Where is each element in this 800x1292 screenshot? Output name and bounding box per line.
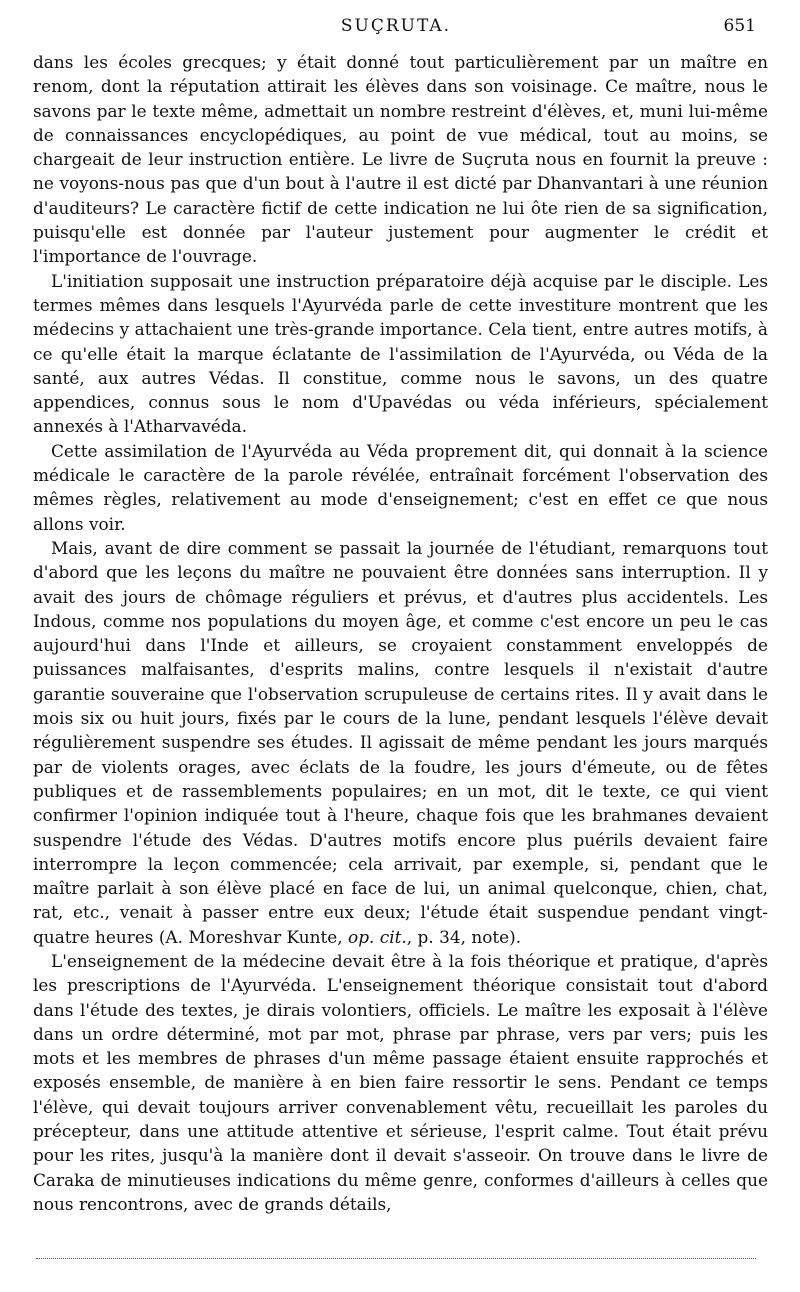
- paragraph-4-text: Mais, avant de dire comment se passait la journée de l'étudiant, remarquons tout d'abord que les leçons du maître ne pouvaient être données sans interruption. Il y avait des jours de chômage réguliers et prévus, et d'autres plus accidentels. Les Indous, comme nos populations du moyen âge, et comme c'est encore un peu le cas aujourd'hui dans l'Inde et ailleurs, se croyaient constamment enveloppés de puissances malfaisantes, d'esprits malins, contre lesquels il n'existait d'autre garantie souveraine que l'observation scrupuleuse de certains rites. Il y avait dans le mois six ou huit jours, fixés par le cours de la lune, pendant lesquels l'élève devait régulièrement suspendre ses études. Il agissait de même pendant les jours marqués par de violents orages, avec éclats de la foudre, les jours d'émeute, ou de fêtes publiques et de rassemblements populaires; en un mot, dit le texte, ce qui vient confirmer l'opinion indiquée tout à l'heure, chaque fois que les brahmanes devaient suspendre l'étude des Védas. D'autres motifs encore plus puérils devaient faire interrompre la leçon commencée; cela arrivait, par exemple, si, pendant que le maître parlait à son élève placé en face de lui, un animal quelconque, chien, chat, rat, etc., venait à passer entre eux deux; l'étude était suspendue pendant vingt-quatre heures (A. Moreshvar Kunte,: [33, 537, 768, 947]
- page-number: 651: [723, 16, 756, 36]
- citation-italic: op. cit.: [348, 926, 407, 947]
- paragraph-3: Cette assimilation de l'Ayurvéda au Véda proprement dit, qui donnait à la science médicale le caractère de la parole révélée, entraînait forcément l'observation des mêmes règles, relativement au mode d'enseignement; c'est en effet ce que nous allons voir.: [33, 440, 768, 534]
- paragraph-4: [33, 536, 768, 949]
- citation-rest: , p. 34, note).: [406, 926, 522, 947]
- running-title: SUÇRUTA.: [340, 16, 452, 36]
- page-header: [36, 6, 756, 46]
- paragraph-5: L'enseignement de la médecine devait être à la fois théorique et pratique, d'après les prescriptions de l'Ayurvéda. L'enseignement théorique consistait tout d'abord dans l'étude des textes, je dirais volontiers, officiels. Le maître les exposait à l'élève dans un ordre déterminé, mot par mot, phrase par phrase, vers par vers; puis les mots et les membres de phrases d'un même passage étaient ensuite rapprochés et exposés ensemble, de manière à en bien faire ressortir le sens. Pendant ce temps l'élève, qui devait toujours arriver convenablement vêtu, recueillait les paroles du précepteur, dans une attitude attentive et sérieuse, l'esprit calme. Tout était prévu pour les rites, jusqu'à la manière dont il devait s'asseoir. On trouve dans le livre de Caraka de minutieuses indications du même genre, conformes d'ailleurs à celles que nous rencontrons, avec de grands détails,: [33, 950, 768, 1214]
- paragraph-2: L'initiation supposait une instruction préparatoire déjà acquise par le disciple. Les termes mêmes dans lesquels l'Ayurvéda parle de cette investiture montrent que les médecins y attachaient une très-grande importance. Cela tient, entre autres motifs, à ce qu'elle était la marque éclatante de l'assimilation de l'Ayurvéda, ou Véda de la santé, aux autres Védas. Il constitue, comme nous le savons, un des quatre appendices, connus sous le nom d'Upavédas ou véda inférieurs, spécialement annexés à l'Atharvavéda.: [33, 270, 768, 437]
- body-text: [33, 50, 768, 1216]
- paragraph-1: dans les écoles grecques; y était donné tout particulièrement par un maître en renom, dont la réputation attirait les élèves dans son voisinage. Ce maître, nous le savons par le texte même, admettait un nombre restreint d'élèves, et, muni lui-même de connaissances encyclopédiques, au point de vue médical, tout au moins, se chargeait de leur instruction entière. Le livre de Suçruta nous en fournit la preuve : ne voyons-nous pas que d'un bout à l'autre il est dicté par Dhanvantari à une réunion d'auditeurs? Le caractère fictif de cette indication ne lui ôte rien de sa signification, puisqu'elle est donnée par l'auteur justement pour augmenter le crédit et l'importance de l'ouvrage.: [33, 52, 768, 267]
- footer-dotted-rule: [36, 1258, 756, 1259]
